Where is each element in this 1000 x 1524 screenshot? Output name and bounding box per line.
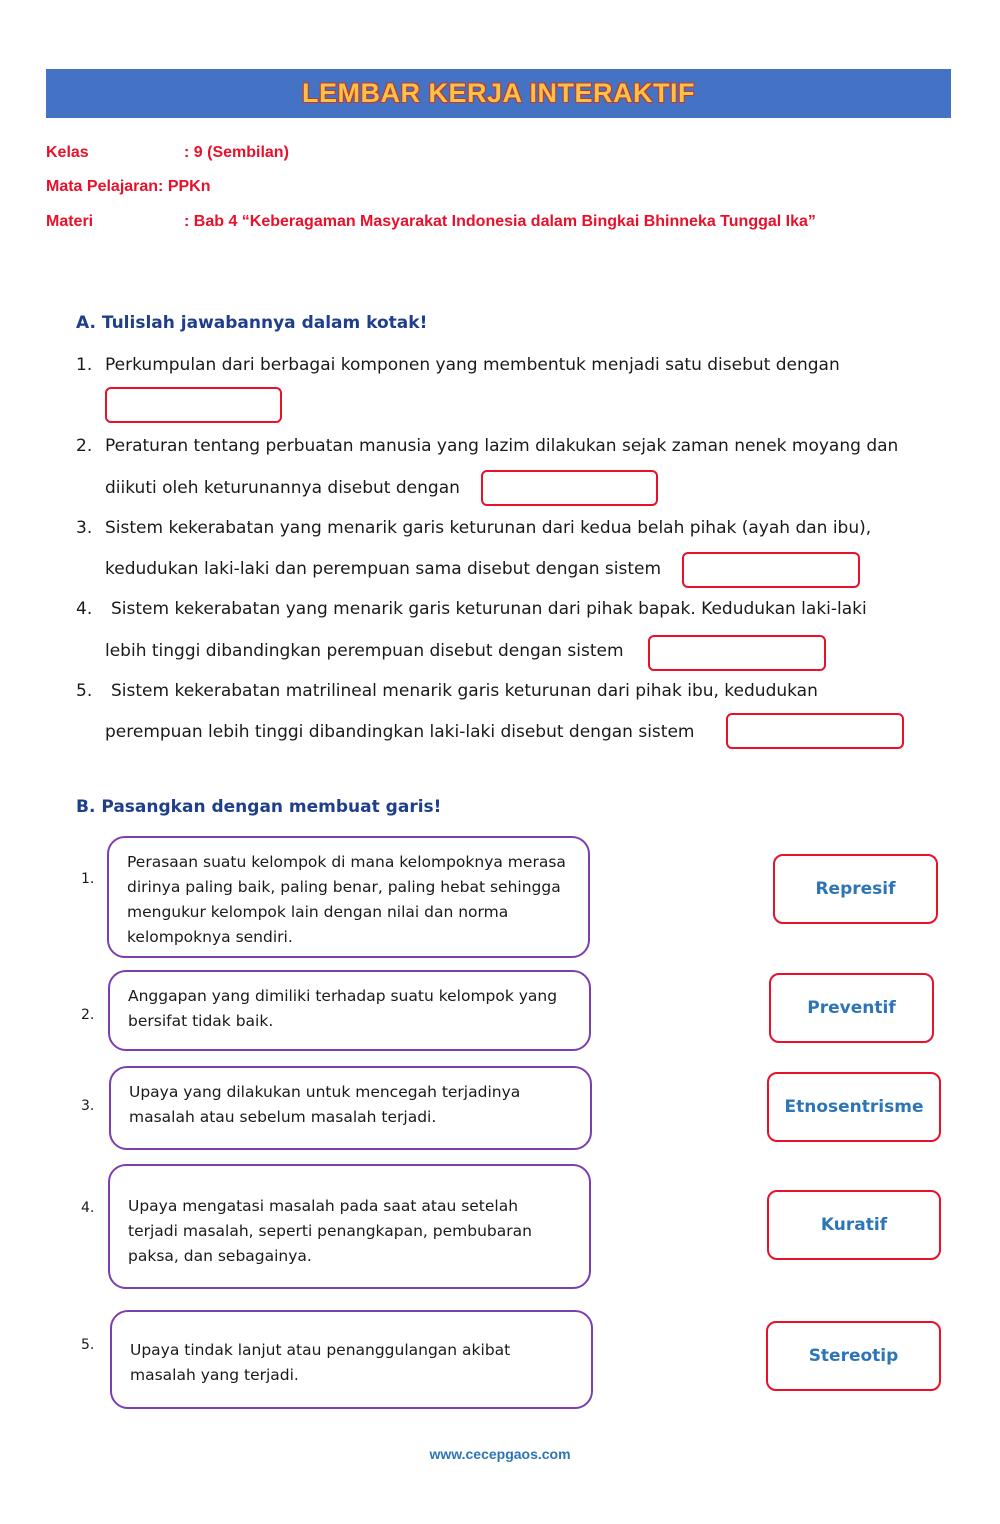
answer-input-2[interactable] (481, 470, 658, 506)
question-5-number: 5. (76, 681, 93, 701)
answer-input-3[interactable] (682, 552, 860, 588)
term-represif-label: Represif (815, 879, 896, 899)
question-2-text-line1: Peraturan tentang perbuatan manusia yang lazim dilakukan sejak zaman nenek moyang dan (105, 436, 899, 456)
question-5-text-line2: perempuan lebih tinggi dibandingkan laki-laki disebut dengan sistem (105, 722, 695, 742)
statement-box-4[interactable] (108, 1164, 591, 1289)
footer-website: www.cecepgaos.com (429, 1446, 571, 1462)
term-box-stereotip[interactable] (766, 1321, 941, 1391)
question-5-text-line1: Sistem kekerabatan matrilineal menarik garis keturunan dari pihak ibu, kedudukan (111, 681, 818, 701)
term-box-represif[interactable] (773, 854, 938, 924)
section-a-heading: A. Tulislah jawabannya dalam kotak! (76, 313, 428, 333)
statement-box-1[interactable] (107, 836, 590, 958)
answer-input-1[interactable] (105, 387, 282, 423)
question-4-text-line1: Sistem kekerabatan yang menarik garis keturunan dari pihak bapak. Kedudukan laki-laki (111, 599, 867, 619)
materi-value: : Bab 4 “Keberagaman Masyarakat Indonesia dalam Bingkai Bhinneka Tunggal Ika” (184, 213, 816, 230)
meta-mapel (46, 178, 211, 196)
meta-materi (46, 213, 816, 231)
term-box-kuratif[interactable] (767, 1190, 941, 1260)
question-4-text-line2: lebih tinggi dibandingkan perempuan disebut dengan sistem (105, 641, 624, 661)
question-1-text: Perkumpulan dari berbagai komponen yang membentuk menjadi satu disebut dengan (105, 355, 840, 375)
term-preventif-label: Preventif (807, 998, 896, 1018)
meta-kelas (46, 144, 289, 162)
term-box-etnosentrisme[interactable] (767, 1072, 941, 1142)
question-2-text-line2: diikuti oleh keturunannya disebut dengan (105, 478, 460, 498)
statement-4-number: 4. (81, 1200, 95, 1216)
question-3-text-line2: kedudukan laki-laki dan perempuan sama disebut dengan sistem (105, 559, 662, 579)
term-stereotip-label: Stereotip (808, 1346, 899, 1366)
statement-3-number: 3. (81, 1098, 95, 1114)
statement-2-number: 2. (81, 1007, 95, 1023)
statement-1-text: Perasaan suatu kelompok di mana kelompoknya merasa dirinya paling baik, paling benar, paling hebat sehingga mengukur kelompok lain dengan nilai dan norma kelompoknya sendiri. (127, 853, 566, 946)
statement-box-3[interactable] (109, 1066, 592, 1150)
statement-5-number: 5. (81, 1337, 95, 1353)
question-4-number: 4. (76, 599, 93, 619)
question-1-number: 1. (76, 355, 93, 375)
statement-box-2[interactable] (108, 970, 591, 1051)
statement-4-text: Upaya mengatasi masalah pada saat atau setelah terjadi masalah, seperti penangkapan, pembubaran paksa, dan sebagainya. (128, 1197, 532, 1265)
statement-box-5[interactable] (110, 1310, 593, 1409)
statement-5-text: Upaya tindak lanjut atau penanggulangan akibat masalah yang terjadi. (130, 1341, 511, 1384)
kelas-label: Kelas (46, 144, 89, 161)
page-title: LEMBAR KERJA INTERAKTIF (302, 78, 695, 108)
mapel-label: Mata Pelajaran: PPKn (46, 178, 211, 195)
term-etnosentrisme-label: Etnosentrisme (784, 1097, 924, 1117)
question-3-text-line1: Sistem kekerabatan yang menarik garis keturunan dari kedua belah pihak (ayah dan ibu), (105, 518, 872, 538)
statement-3-text: Upaya yang dilakukan untuk mencegah terjadinya masalah atau sebelum masalah terjadi. (129, 1083, 521, 1126)
statement-1-number: 1. (81, 871, 95, 887)
term-kuratif-label: Kuratif (820, 1215, 888, 1235)
title-banner (46, 69, 951, 118)
term-box-preventif[interactable] (769, 973, 934, 1043)
kelas-value: : 9 (Sembilan) (184, 144, 289, 161)
question-2-number: 2. (76, 436, 93, 456)
answer-input-4[interactable] (648, 635, 826, 671)
answer-input-5[interactable] (726, 713, 904, 749)
question-3-number: 3. (76, 518, 93, 538)
section-b-heading: B. Pasangkan dengan membuat garis! (76, 797, 442, 817)
statement-2-text: Anggapan yang dimiliki terhadap suatu kelompok yang bersifat tidak baik. (128, 987, 558, 1030)
materi-label: Materi (46, 213, 94, 230)
